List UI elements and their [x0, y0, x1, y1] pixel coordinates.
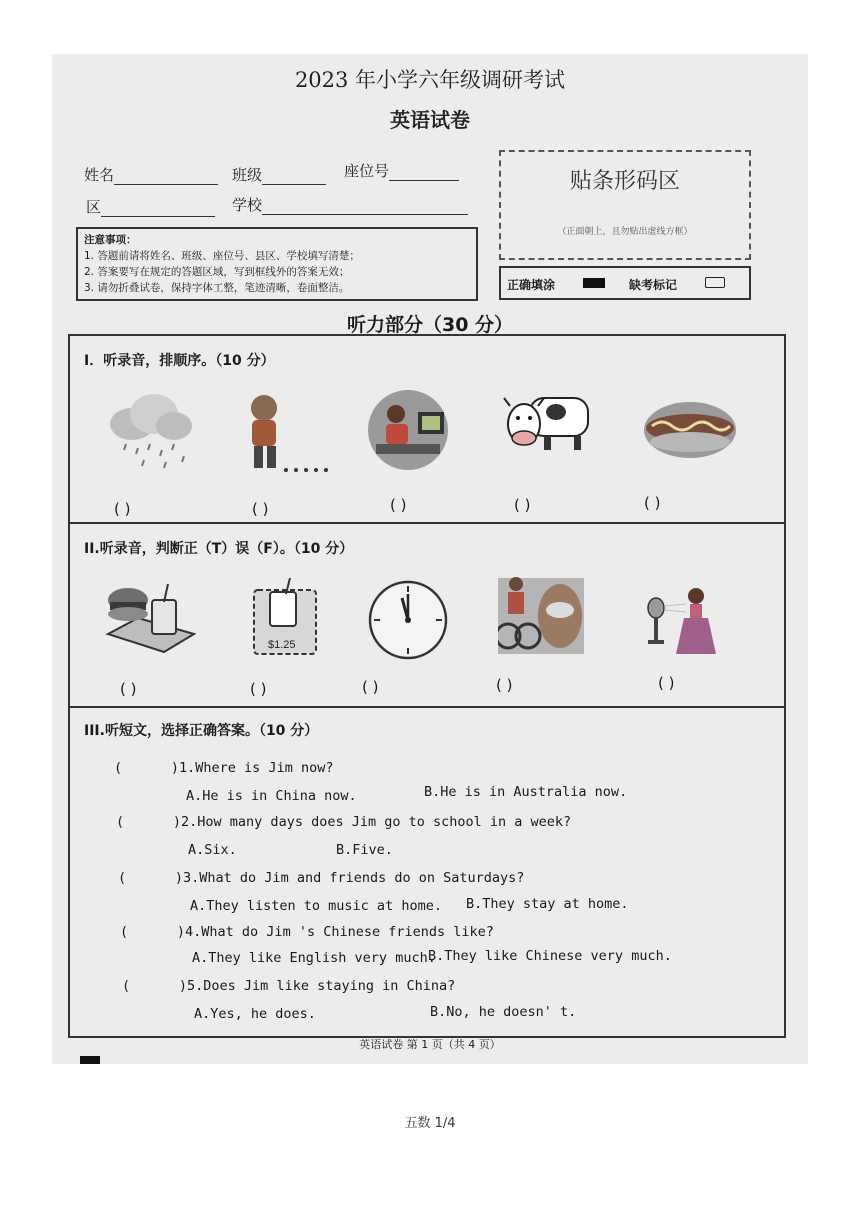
option-a: A.Six.	[188, 842, 237, 858]
correct-fill-mark	[583, 278, 605, 288]
answer-blank[interactable]: ( )	[114, 500, 131, 518]
option-b: B.No, he doesn' t.	[430, 1004, 577, 1020]
answer-blank[interactable]: ( )	[362, 678, 379, 696]
answer-blank[interactable]: ( )	[390, 496, 407, 514]
answer-blank[interactable]: ( )	[116, 814, 182, 830]
part3-heading: III.听短文，选择正确答案。（10 分）	[84, 723, 319, 739]
clock-icon	[366, 578, 450, 662]
absent-label: 缺考标记	[629, 278, 678, 292]
answer-blank[interactable]: ( )	[120, 924, 186, 940]
answer-blank[interactable]: ( )	[658, 674, 675, 692]
cola-price-icon	[248, 576, 328, 660]
notice-item: 2. 答案要写在规定的答题区域，写到框线外的答案无效；	[84, 266, 350, 278]
option-a: A.Yes, he does.	[194, 1006, 316, 1022]
absent-mark	[705, 277, 725, 288]
option-b: B.Five.	[336, 842, 393, 858]
notice-item: 3. 请勿折叠试卷，保持字体工整，笔迹清晰，卷面整洁。	[84, 282, 350, 294]
part1-heading: I．听录音，排顺序。（10 分）	[84, 353, 275, 369]
question-1: ( )1.Where is Jim now?	[114, 760, 334, 776]
answer-blank[interactable]: ( )	[514, 496, 531, 514]
question-5: ( )5.Does Jim like staying in China?	[122, 978, 456, 994]
seat-field: 座位号	[344, 160, 459, 181]
district-field: 区	[86, 196, 215, 217]
barcode-area	[499, 150, 751, 260]
notice-title: 注意事项：	[84, 234, 137, 246]
option-a: A.They like English very much.	[192, 950, 436, 966]
registration-mark	[80, 1056, 100, 1064]
option-a: A.He is in China now.	[186, 788, 357, 804]
girl-computer-icon	[360, 386, 460, 472]
option-b: B.They like Chinese very much.	[428, 948, 672, 964]
name-field: 姓名	[84, 164, 218, 185]
option-b: B.They stay at home.	[466, 896, 629, 912]
answer-blank[interactable]: ( )	[644, 494, 661, 512]
listening-section-title: 听力部分（30 分）	[346, 314, 514, 336]
correct-fill-label: 正确填涂	[507, 278, 556, 292]
class-field: 班级	[232, 164, 326, 185]
part1-box	[68, 334, 786, 524]
exam-paper	[52, 54, 808, 1064]
answer-blank[interactable]: ( )	[118, 870, 184, 886]
burger-drink-icon	[104, 578, 196, 658]
answer-blank[interactable]: ( )	[252, 500, 269, 518]
part3-box	[68, 706, 786, 1038]
answer-blank[interactable]: ( )	[250, 680, 267, 698]
question-2: ( )2.How many days does Jim go to school in a week?	[116, 814, 572, 830]
page-footer: 英语试卷 第 1 页（共 4 页）	[359, 1038, 501, 1051]
answer-blank[interactable]: ( )	[496, 676, 513, 694]
boy-walking-icon	[238, 392, 334, 478]
question-3: ( )3.What do Jim and friends do on Saturdays?	[118, 870, 525, 886]
question-4: ( )4.What do Jim 's Chinese friends like?	[120, 924, 494, 940]
option-a: A.They listen to music at home.	[190, 898, 442, 914]
answer-blank[interactable]: ( )	[122, 978, 188, 994]
notice-item: 1. 答题前请将姓名、班级、座位号、县区、学校填写清楚；	[84, 250, 360, 262]
school-field: 学校	[232, 194, 468, 215]
fill-legend	[499, 266, 751, 300]
answer-blank[interactable]: ( )	[114, 760, 180, 776]
page-counter: 五数 1/4	[404, 1116, 456, 1131]
option-b: B.He is in Australia now.	[424, 784, 628, 800]
exam-title: 2023 年小学六年级调研考试	[294, 68, 566, 92]
notice-box	[76, 227, 478, 301]
rain-cloud-icon	[104, 386, 196, 476]
girl-fan-icon	[644, 580, 724, 660]
part2-box	[68, 522, 786, 708]
price-label: $1.25	[268, 639, 296, 651]
barcode-hint: （正面朝上，且勿贴出虚线方框）	[557, 227, 693, 237]
part2-heading: II.听录音，判断正（T）误（F）。（10 分）	[84, 541, 354, 557]
answer-blank[interactable]: ( )	[120, 680, 137, 698]
cyclist-egg-icon	[498, 576, 584, 656]
barcode-label: 贴条形码区	[569, 169, 680, 194]
hotdog-icon	[640, 394, 740, 466]
exam-subtitle: 英语试卷	[390, 108, 470, 132]
cow-icon	[500, 384, 596, 470]
